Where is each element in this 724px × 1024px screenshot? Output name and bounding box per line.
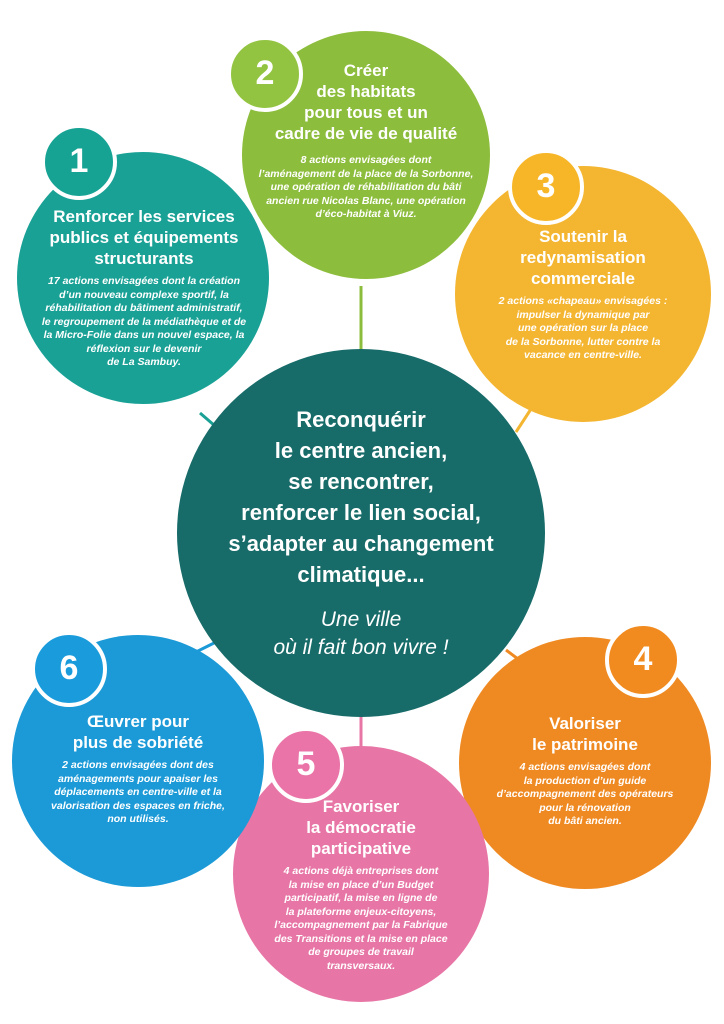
badge-number-6: 6 bbox=[59, 649, 79, 687]
topic-6-desc-line: non utilisés. bbox=[107, 813, 169, 825]
topic-2-desc-line: d’éco-habitat à Viuz. bbox=[315, 208, 417, 220]
topic-3-title-line: commerciale bbox=[531, 269, 635, 288]
topic-3-desc-line: 2 actions «chapeau» envisagées : bbox=[498, 295, 668, 307]
topic-1-title-line: Renforcer les services bbox=[53, 207, 235, 226]
topic-2-desc-line: ancien rue Nicolas Blanc, une opération bbox=[266, 194, 466, 207]
topic-2-title-line: pour tous et un bbox=[304, 103, 428, 122]
topic-3-desc-line: vacance en centre-ville. bbox=[524, 349, 642, 361]
topic-6-desc-line: 2 actions envisagées dont des bbox=[62, 759, 214, 771]
badge-number-2: 2 bbox=[255, 54, 275, 92]
topic-5-desc-line: transversaux. bbox=[326, 959, 396, 972]
topic-1-desc-line: de La Sambuy. bbox=[107, 356, 181, 368]
topic-2-text bbox=[248, 60, 484, 222]
topic-4-desc-line: d’accompagnement des opérateurs bbox=[496, 788, 674, 800]
topic-5-description bbox=[256, 865, 466, 973]
topic-1-desc-line: réhabilitation du bâtiment administratif, bbox=[45, 302, 243, 314]
topic-2-title-line: cadre de vie de qualité bbox=[274, 124, 458, 143]
badge-number-4: 4 bbox=[633, 640, 653, 678]
topic-4-title bbox=[480, 713, 690, 755]
topic-4-text bbox=[480, 713, 690, 829]
topic-3-description bbox=[477, 295, 689, 363]
topic-3-desc-line: une opération sur la place bbox=[517, 322, 649, 334]
topic-5-title-line: participative bbox=[310, 839, 412, 858]
topic-5-desc-line: la mise en place d’un Budget bbox=[288, 878, 434, 891]
topic-4-desc-line: du bâti ancien. bbox=[548, 815, 622, 827]
topic-1-desc-line: réflexion sur le devenir bbox=[86, 342, 202, 355]
topic-6-title bbox=[30, 711, 246, 753]
topic-5-desc-line: la plateforme enjeux-citoyens, bbox=[285, 905, 437, 918]
topic-6-desc-line: valorisation des espaces en friche, bbox=[51, 799, 225, 812]
center-slogan bbox=[201, 606, 521, 662]
topic-6-description bbox=[30, 759, 246, 827]
topic-2-title bbox=[248, 60, 484, 144]
topic-1-desc-line: 17 actions envisagées dont la création bbox=[48, 275, 240, 287]
topic-3-desc-line: impulser la dynamique par bbox=[516, 308, 650, 321]
topic-1-desc-line: d’un nouveau complexe sportif, la bbox=[59, 288, 229, 301]
topic-4-title-line: le patrimoine bbox=[532, 735, 638, 754]
topic-6-title-line: Œuvrer pour bbox=[86, 712, 190, 731]
center-title-line: se rencontrer, bbox=[288, 469, 434, 494]
topic-6-desc-line: aménagements pour apaiser les bbox=[58, 772, 218, 785]
topic-5-title bbox=[256, 796, 466, 859]
topic-3-title bbox=[477, 226, 689, 289]
topic-2-desc-line: l’aménagement de la place de la Sorbonne, bbox=[258, 167, 474, 180]
topic-1-desc-line: le regroupement de la médiathèque et de bbox=[41, 315, 247, 328]
topic-1-title-line: structurants bbox=[94, 249, 194, 268]
topic-5-desc-line: de groupes de travail bbox=[308, 946, 414, 958]
topic-4-desc-line: 4 actions envisagées dont bbox=[519, 761, 651, 773]
topic-3-desc-line: de la Sorbonne, lutter contre la bbox=[505, 335, 661, 348]
topic-4-title-line: Valoriser bbox=[549, 714, 621, 733]
topic-4-desc-line: pour la rénovation bbox=[539, 801, 631, 814]
topic-2-desc-line: 8 actions envisagées dont bbox=[300, 154, 432, 166]
center-title-line: s’adapter au changement bbox=[228, 531, 494, 556]
topic-2-title-line: des habitats bbox=[316, 82, 416, 101]
topic-2-description bbox=[248, 154, 484, 222]
topic-5-desc-line: participatif, la mise en ligne de bbox=[284, 892, 438, 904]
topic-2-desc-line: une opération de réhabilitation du bâti bbox=[270, 181, 462, 193]
center-title-line: climatique... bbox=[297, 562, 425, 587]
badge-number-3: 3 bbox=[536, 167, 556, 205]
center-slogan-line: où il fait bon vivre ! bbox=[273, 636, 449, 659]
topic-3-text bbox=[477, 226, 689, 363]
topic-5-desc-line: des Transitions et la mise en place bbox=[274, 932, 448, 945]
topic-5-text bbox=[256, 796, 466, 973]
topic-5-title-line: Favoriser bbox=[322, 797, 400, 816]
center-slogan-line: Une ville bbox=[320, 608, 402, 631]
center-title bbox=[201, 404, 521, 590]
topic-4-description bbox=[480, 761, 690, 829]
topic-5-desc-line: l’accompagnement par la Fabrique bbox=[274, 919, 448, 931]
topic-3-title-line: Soutenir la bbox=[539, 227, 627, 246]
center-title-line: renforcer le lien social, bbox=[241, 500, 481, 525]
topic-6-text bbox=[30, 711, 246, 827]
topic-6-title-line: plus de sobriété bbox=[72, 733, 204, 752]
center-title-line: le centre ancien, bbox=[274, 438, 448, 463]
topic-1-title-line: publics et équipements bbox=[49, 228, 239, 247]
topic-1-description bbox=[28, 275, 260, 370]
topic-2-title-line: Créer bbox=[343, 61, 389, 80]
center-text bbox=[201, 404, 521, 662]
topic-1-title bbox=[28, 206, 260, 269]
topic-6-desc-line: déplacements en centre-ville et la bbox=[54, 786, 222, 798]
topic-1-text bbox=[28, 206, 260, 370]
center-title-line: Reconquérir bbox=[296, 407, 426, 432]
topic-5-desc-line: 4 actions déjà entreprises dont bbox=[283, 865, 439, 877]
topic-1-desc-line: la Micro-Folie dans un nouvel espace, la bbox=[43, 329, 245, 341]
topic-3-title-line: redynamisation bbox=[520, 248, 646, 267]
topic-4-desc-line: la production d’un guide bbox=[523, 774, 647, 787]
badge-number-1: 1 bbox=[69, 142, 89, 180]
topic-5-title-line: la démocratie bbox=[306, 818, 416, 837]
badge-number-5: 5 bbox=[296, 745, 316, 783]
